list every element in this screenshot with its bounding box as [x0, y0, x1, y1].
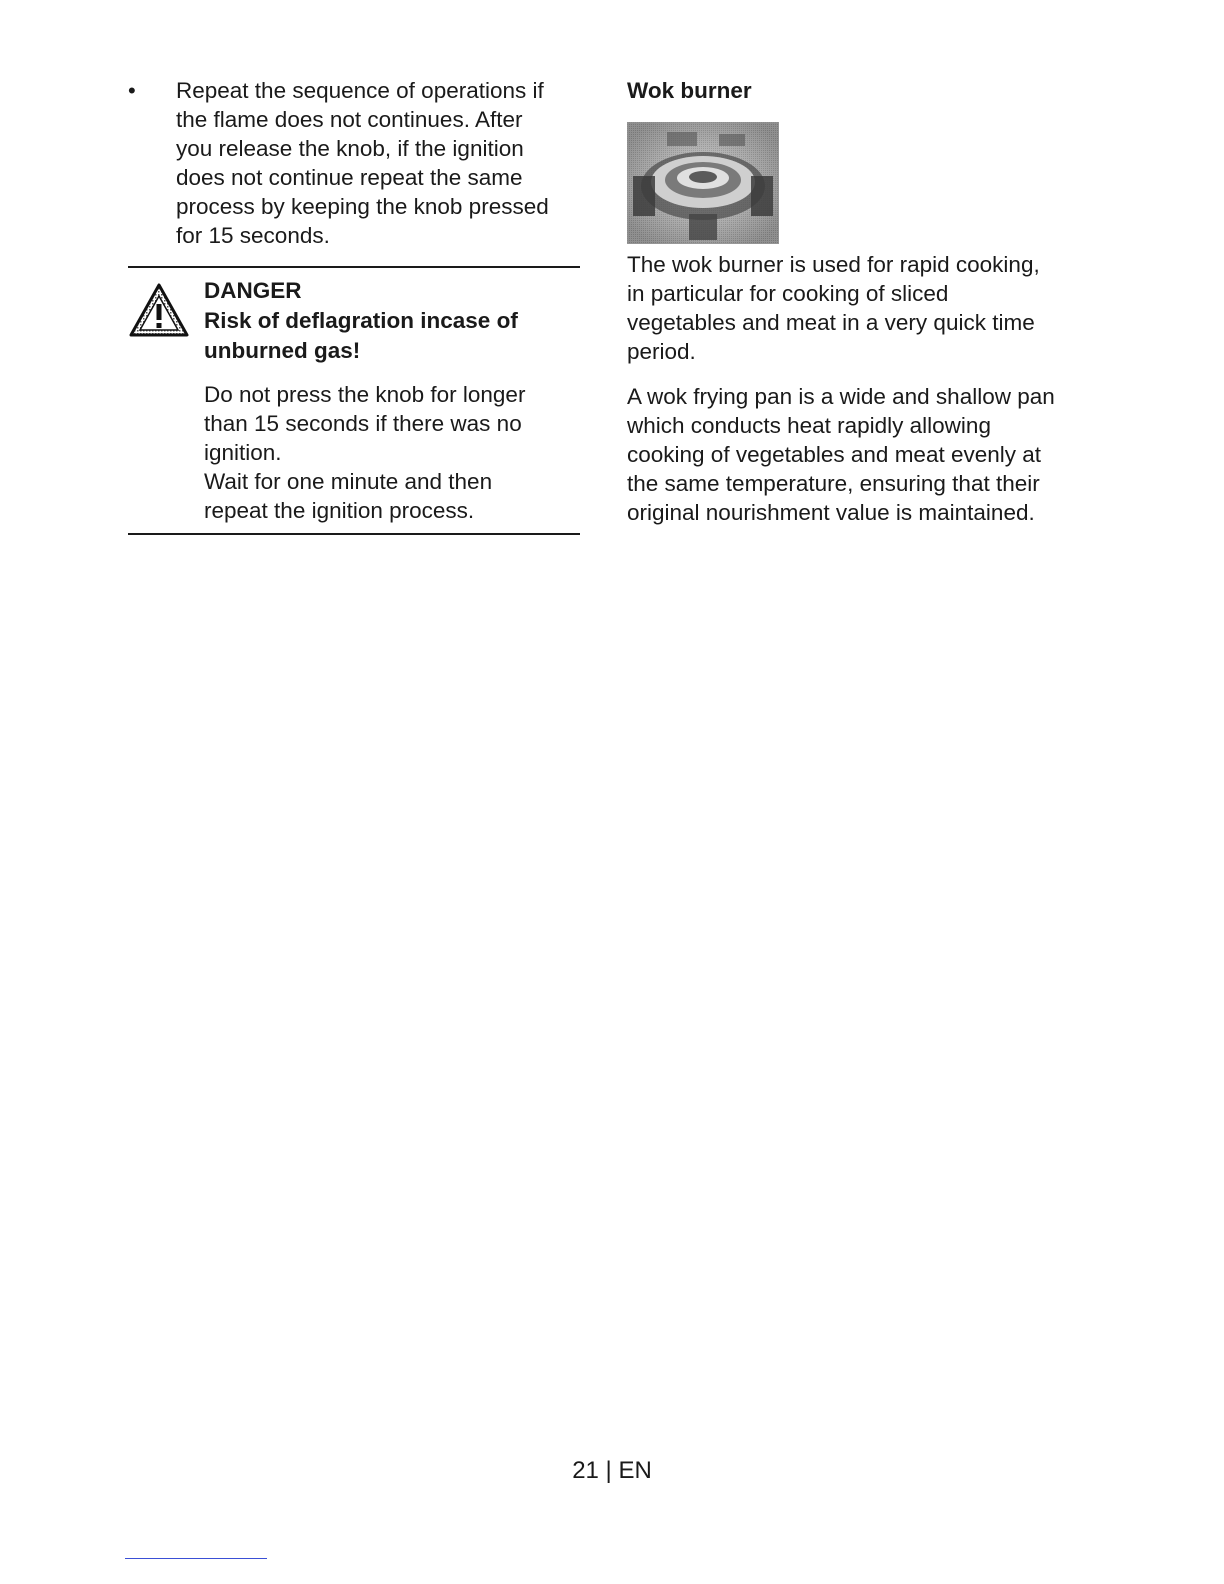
paragraph-line: in particular for cooking of sliced	[627, 281, 949, 306]
bullet-line: process by keeping the knob pressed	[176, 194, 549, 219]
warning-triangle-icon	[128, 282, 190, 338]
danger-body	[204, 380, 580, 525]
danger-body-line: repeat the ignition process.	[204, 498, 475, 523]
danger-body-line: than 15 seconds if there was no	[204, 411, 522, 436]
danger-notice	[128, 266, 580, 535]
bullet-line: Repeat the sequence of operations if	[176, 78, 544, 103]
danger-title: DANGER	[204, 278, 302, 303]
footer-divider	[125, 1558, 267, 1559]
bullet-item	[128, 76, 580, 250]
bullet-dot: •	[128, 78, 136, 103]
paragraph-line: which conducts heat rapidly allowing	[627, 413, 991, 438]
bullet-line: for 15 seconds.	[176, 223, 330, 248]
bullet-line: you release the knob, if the ignition	[176, 136, 524, 161]
paragraph-line: The wok burner is used for rapid cooking,	[627, 252, 1040, 277]
danger-body-line: Do not press the knob for longer	[204, 382, 526, 407]
danger-body-line: Wait for one minute and then	[204, 469, 493, 494]
paragraph-line: original nourishment value is maintained.	[627, 500, 1035, 525]
right-column	[627, 76, 1097, 527]
danger-subtitle-line: unburned gas!	[204, 338, 361, 363]
danger-body-line: ignition.	[204, 440, 282, 465]
left-column	[128, 76, 580, 535]
bullet-line: does not continue repeat the same	[176, 165, 523, 190]
page-number: 21 | EN	[572, 1457, 652, 1484]
danger-subtitle-line: Risk of deflagration incase of	[204, 308, 518, 333]
section-title: Wok burner	[627, 78, 752, 103]
paragraph-2	[627, 382, 1097, 527]
paragraph-line: period.	[627, 339, 696, 364]
paragraph-line: cooking of vegetables and meat evenly at	[627, 442, 1042, 467]
paragraph-line: the same temperature, ensuring that their	[627, 471, 1040, 496]
bullet-line: the flame does not continues. After	[176, 107, 523, 132]
paragraph-1	[627, 250, 1097, 366]
paragraph-line: A wok frying pan is a wide and shallow pan	[627, 384, 1055, 409]
paragraph-line: vegetables and meat in a very quick time	[627, 310, 1035, 335]
wok-burner-photo	[627, 122, 779, 244]
